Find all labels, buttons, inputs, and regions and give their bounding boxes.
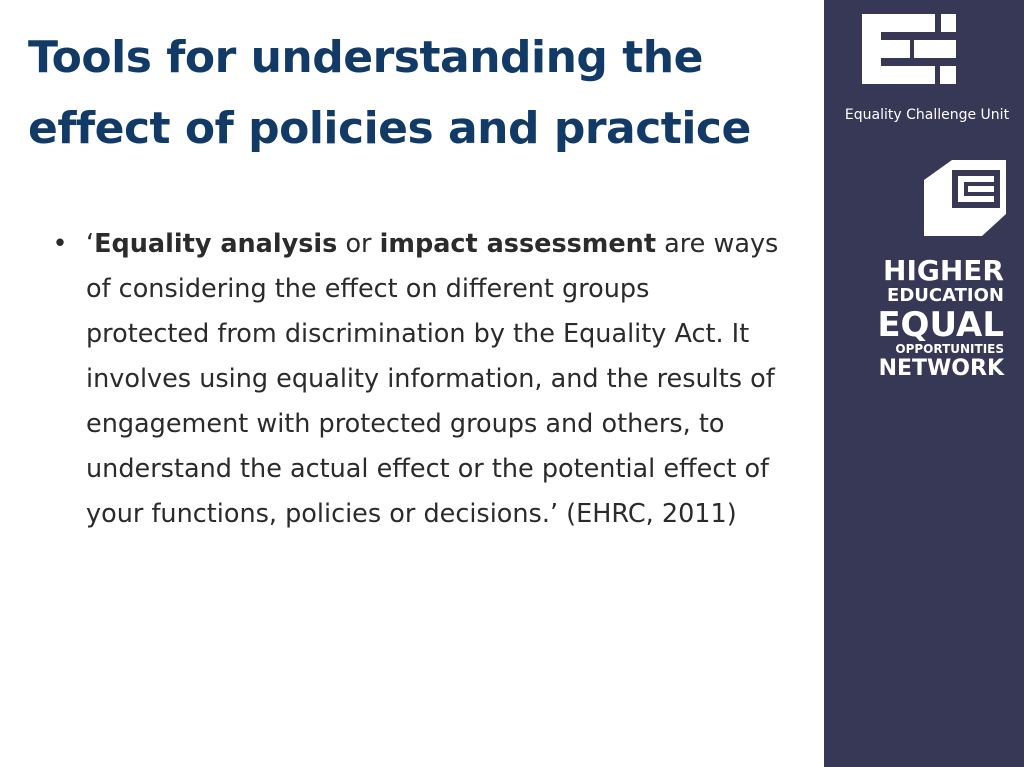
cube-icon <box>924 160 1006 236</box>
definition-text: are ways of considering the effect on different groups protected from discrimination by the Equality Act. It involves using equality information, and the results of engagement with protected groups and others, to understand the actual effect or the potential effect of your functions, policies or decisions.’ (EHRC, 2011) <box>86 229 779 529</box>
bullet-marker: • <box>52 229 68 259</box>
quote-open-mark: ‘ <box>86 229 95 259</box>
heeon-text-higher: HIGHER <box>883 254 1004 287</box>
logo-sidebar <box>824 0 1024 767</box>
bullet-list <box>50 222 780 537</box>
connector-text: or <box>337 229 380 259</box>
ecu-bars-icon <box>862 14 956 84</box>
slide-title: Tools for understanding the effect of policies and practice <box>28 32 751 154</box>
ecu-name: Equality Challenge Unit <box>844 107 1010 123</box>
term-equality-analysis: Equality analysis <box>94 229 338 259</box>
heeon-logo <box>824 160 1024 390</box>
heeon-text-education: EDUCATION <box>887 285 1004 306</box>
bullet-item <box>50 222 780 537</box>
heeon-text-opportunities: OPPORTUNITIES <box>895 342 1004 356</box>
term-impact-assessment: impact assessment <box>379 229 657 259</box>
ecu-logo <box>842 14 1012 130</box>
heeon-text-equal: EQUAL <box>877 305 1004 345</box>
heeon-text-network: NETWORK <box>878 356 1004 381</box>
